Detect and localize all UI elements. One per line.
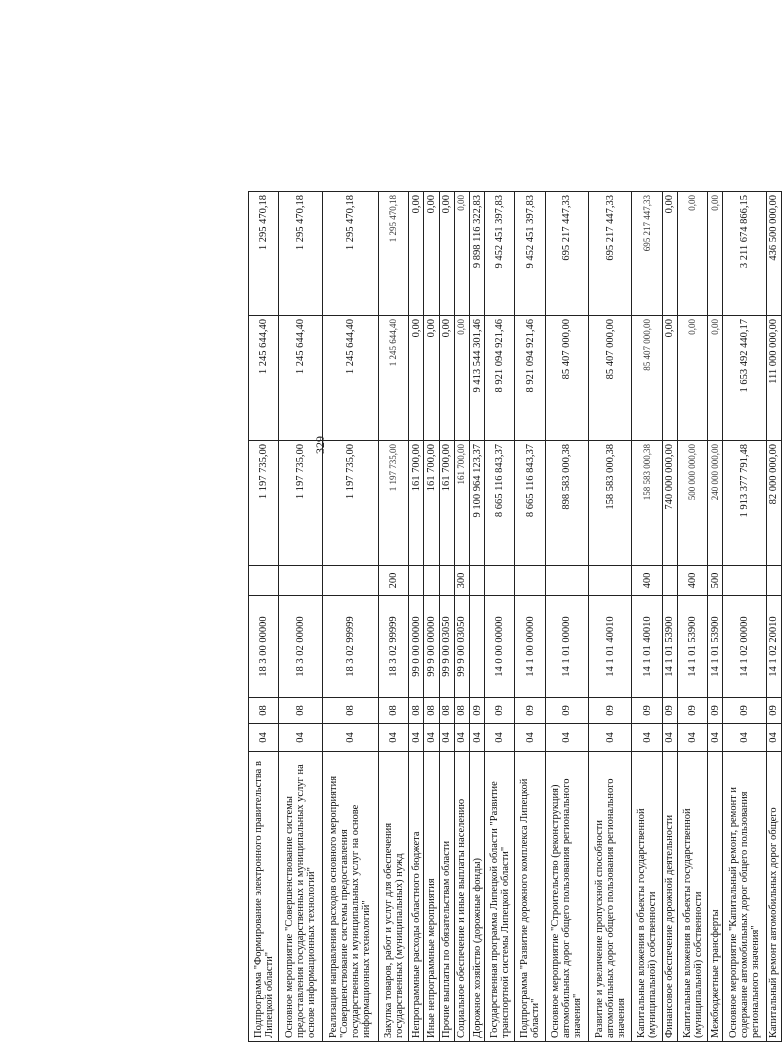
row-name-cell: Основное мероприятие "Капитальный ремонт, ремонт и содержание автомобильных дорог общего пользования регионального значения" xyxy=(723,752,766,1042)
row-sum-year-1-cell: 500 000 000,00 xyxy=(677,441,707,566)
row-target-article-cell: 14 1 01 00000 xyxy=(545,596,588,698)
table-row xyxy=(424,192,439,1042)
row-sum-year-1-cell: 1 197 735,00 xyxy=(279,441,322,566)
row-subsection-cell: 08 xyxy=(378,698,408,724)
row-name-cell: Основное мероприятие "Строительство (реконструкция) автомобильных дорог общего пользования регионального значения" xyxy=(545,752,588,1042)
row-section-cell: 04 xyxy=(485,724,515,752)
row-section-cell: 04 xyxy=(708,724,723,752)
row-section-cell: 04 xyxy=(424,724,439,752)
row-expense-type-cell: 200 xyxy=(378,566,408,596)
row-expense-type-cell: 500 xyxy=(708,566,723,596)
row-target-article-cell: 99 9 00 00000 xyxy=(424,596,439,698)
row-section-cell: 04 xyxy=(766,724,781,752)
row-name-cell: Финансовое обеспечение дорожной деятельности xyxy=(662,752,677,1042)
row-target-article-cell: 99 0 00 00000 xyxy=(409,596,424,698)
row-name-cell: Закупка товаров, работ и услуг для обеспечения государственных (муниципальных) нужд xyxy=(378,752,408,1042)
row-name-cell: Межбюджетные трансферты xyxy=(708,752,723,1042)
row-expense-type-cell xyxy=(279,566,322,596)
row-sum-year-3-cell: 0,00 xyxy=(677,192,707,316)
row-section-cell: 04 xyxy=(632,724,662,752)
row-target-article-cell: 99 9 00 03050 xyxy=(454,596,469,698)
row-name-cell: Прочие выплаты по обязательствам области xyxy=(439,752,454,1042)
table-row xyxy=(632,192,662,1042)
row-target-article-cell: 99 9 00 03050 xyxy=(439,596,454,698)
row-sum-year-2-cell: 0,00 xyxy=(662,316,677,441)
row-expense-type-cell xyxy=(485,566,515,596)
row-sum-year-1-cell: 8 665 116 843,37 xyxy=(485,441,515,566)
row-sum-year-3-cell: 9 452 451 397,83 xyxy=(485,192,515,316)
row-name-cell: Развитие и увеличение пропускной способности автомобильных дорог общего пользования регионального значения xyxy=(589,752,632,1042)
row-expense-type-cell xyxy=(424,566,439,596)
row-sum-year-3-cell: 0,00 xyxy=(454,192,469,316)
row-expense-type-cell xyxy=(469,566,484,596)
row-name-cell: Основное мероприятие "Совершенствование системы предоставления государственных и муниципальных услуг на основе информационных технологий" xyxy=(279,752,322,1042)
row-sum-year-3-cell: 0,00 xyxy=(708,192,723,316)
row-name-cell: Капитальные вложения в объекты государственной (муниципальной) собственности xyxy=(677,752,707,1042)
row-expense-type-cell xyxy=(662,566,677,596)
row-section-cell: 04 xyxy=(378,724,408,752)
row-expense-type-cell xyxy=(766,566,781,596)
table-row xyxy=(378,192,408,1042)
row-sum-year-1-cell: 1 197 735,00 xyxy=(322,441,378,566)
table-row xyxy=(589,192,632,1042)
row-sum-year-2-cell: 1 245 644,40 xyxy=(322,316,378,441)
row-sum-year-2-cell: 85 407 000,00 xyxy=(545,316,588,441)
row-sum-year-3-cell: 9 452 451 397,83 xyxy=(515,192,545,316)
row-section-cell: 04 xyxy=(469,724,484,752)
row-target-article-cell: 18 3 02 99999 xyxy=(378,596,408,698)
row-sum-year-1-cell: 82 000 000,00 xyxy=(766,441,781,566)
row-subsection-cell: 09 xyxy=(632,698,662,724)
row-subsection-cell: 08 xyxy=(249,698,279,724)
row-expense-type-cell xyxy=(723,566,766,596)
row-sum-year-3-cell: 0,00 xyxy=(662,192,677,316)
row-sum-year-3-cell: 3 211 674 866,15 xyxy=(723,192,766,316)
row-target-article-cell: 14 1 01 53900 xyxy=(677,596,707,698)
row-sum-year-2-cell: 85 407 000,00 xyxy=(632,316,662,441)
row-sum-year-3-cell: 0,00 xyxy=(439,192,454,316)
row-subsection-cell: 09 xyxy=(589,698,632,724)
row-sum-year-1-cell: 161 700,00 xyxy=(439,441,454,566)
row-name-cell: Социальное обеспечение и иные выплаты населению xyxy=(454,752,469,1042)
row-section-cell: 04 xyxy=(249,724,279,752)
row-expense-type-cell xyxy=(409,566,424,596)
row-subsection-cell: 08 xyxy=(322,698,378,724)
row-sum-year-3-cell: 695 217 447,33 xyxy=(632,192,662,316)
row-name-cell: Государственная программа Липецкой области "Развитие транспортной системы Липецкой области" xyxy=(485,752,515,1042)
row-subsection-cell: 09 xyxy=(545,698,588,724)
row-expense-type-cell xyxy=(439,566,454,596)
row-section-cell: 04 xyxy=(662,724,677,752)
row-sum-year-3-cell: 1 295 470,18 xyxy=(378,192,408,316)
row-target-article-cell: 14 0 00 00000 xyxy=(485,596,515,698)
row-subsection-cell: 09 xyxy=(469,698,484,724)
table-row xyxy=(249,192,279,1042)
row-name-cell: Дорожное хозяйство (дорожные фонды) xyxy=(469,752,484,1042)
row-sum-year-3-cell: 695 217 447,33 xyxy=(545,192,588,316)
row-sum-year-1-cell: 158 583 000,38 xyxy=(632,441,662,566)
row-section-cell: 04 xyxy=(454,724,469,752)
table-row xyxy=(723,192,766,1042)
row-subsection-cell: 09 xyxy=(677,698,707,724)
row-target-article-cell: 14 1 01 40010 xyxy=(632,596,662,698)
row-subsection-cell: 08 xyxy=(439,698,454,724)
table-row xyxy=(469,192,484,1042)
table-row xyxy=(322,192,378,1042)
row-name-cell: Реализация направления расходов основного мероприятия "Совершенствование системы предоставления государственных и муниципальных услуг на основе информационных технологий" xyxy=(322,752,378,1042)
row-sum-year-3-cell: 9 898 116 322,83 xyxy=(469,192,484,316)
row-section-cell: 04 xyxy=(723,724,766,752)
row-target-article-cell: 18 3 00 00000 xyxy=(249,596,279,698)
table-row xyxy=(677,192,707,1042)
budget-table-body xyxy=(249,192,782,1042)
row-target-article-cell: 14 1 02 20010 xyxy=(766,596,781,698)
row-name-cell: Подпрограмма "Формирование электронного правительства в Липецкой области" xyxy=(249,752,279,1042)
row-sum-year-1-cell: 8 665 116 843,37 xyxy=(515,441,545,566)
table-row xyxy=(409,192,424,1042)
row-sum-year-1-cell: 161 700,00 xyxy=(409,441,424,566)
row-sum-year-2-cell: 111 000 000,00 xyxy=(766,316,781,441)
row-expense-type-cell xyxy=(249,566,279,596)
row-section-cell: 04 xyxy=(545,724,588,752)
table-row xyxy=(515,192,545,1042)
row-sum-year-1-cell: 1 913 377 791,48 xyxy=(723,441,766,566)
table-row xyxy=(662,192,677,1042)
row-sum-year-1-cell: 740 000 000,00 xyxy=(662,441,677,566)
table-row xyxy=(708,192,723,1042)
row-sum-year-2-cell: 0,00 xyxy=(409,316,424,441)
row-subsection-cell: 08 xyxy=(279,698,322,724)
row-section-cell: 04 xyxy=(409,724,424,752)
row-section-cell: 04 xyxy=(677,724,707,752)
table-row xyxy=(766,192,781,1042)
row-sum-year-2-cell: 1 653 492 440,17 xyxy=(723,316,766,441)
row-subsection-cell: 08 xyxy=(424,698,439,724)
row-sum-year-2-cell: 0,00 xyxy=(708,316,723,441)
row-expense-type-cell xyxy=(515,566,545,596)
row-section-cell: 04 xyxy=(589,724,632,752)
row-sum-year-2-cell: 8 921 094 921,46 xyxy=(515,316,545,441)
row-sum-year-1-cell: 158 583 000,38 xyxy=(589,441,632,566)
row-expense-type-cell: 400 xyxy=(677,566,707,596)
row-section-cell: 04 xyxy=(439,724,454,752)
row-sum-year-2-cell: 0,00 xyxy=(439,316,454,441)
row-sum-year-3-cell: 0,00 xyxy=(409,192,424,316)
table-row xyxy=(439,192,454,1042)
row-name-cell: Подпрограмма "Развитие дорожного комплекса Липецкой области" xyxy=(515,752,545,1042)
row-target-article-cell: 18 3 02 99999 xyxy=(322,596,378,698)
row-sum-year-2-cell: 0,00 xyxy=(424,316,439,441)
table-row xyxy=(279,192,322,1042)
budget-table-sheet xyxy=(248,192,782,1042)
row-expense-type-cell: 400 xyxy=(632,566,662,596)
row-sum-year-1-cell: 161 700,00 xyxy=(424,441,439,566)
row-sum-year-3-cell: 436 500 000,00 xyxy=(766,192,781,316)
row-expense-type-cell xyxy=(322,566,378,596)
row-sum-year-1-cell: 161 700,00 xyxy=(454,441,469,566)
row-expense-type-cell xyxy=(589,566,632,596)
row-sum-year-1-cell: 1 197 735,00 xyxy=(378,441,408,566)
row-section-cell: 04 xyxy=(322,724,378,752)
row-sum-year-1-cell: 9 100 964 123,37 xyxy=(469,441,484,566)
row-sum-year-3-cell: 1 295 470,18 xyxy=(322,192,378,316)
row-subsection-cell: 08 xyxy=(409,698,424,724)
row-target-article-cell: 18 3 02 00000 xyxy=(279,596,322,698)
row-name-cell: Непрограммные расходы областного бюджета xyxy=(409,752,424,1042)
row-name-cell: Капитальные вложения в объекты государственной (муниципальной) собственности xyxy=(632,752,662,1042)
row-sum-year-2-cell: 85 407 000,00 xyxy=(589,316,632,441)
row-sum-year-2-cell: 1 245 644,40 xyxy=(249,316,279,441)
row-sum-year-3-cell: 1 295 470,18 xyxy=(249,192,279,316)
row-section-cell: 04 xyxy=(279,724,322,752)
row-target-article-cell: 14 1 01 53900 xyxy=(662,596,677,698)
row-target-article-cell: 14 1 00 00000 xyxy=(515,596,545,698)
row-subsection-cell: 09 xyxy=(485,698,515,724)
row-sum-year-3-cell: 0,00 xyxy=(424,192,439,316)
row-subsection-cell: 09 xyxy=(708,698,723,724)
row-expense-type-cell xyxy=(545,566,588,596)
row-target-article-cell: 14 1 01 40010 xyxy=(589,596,632,698)
row-sum-year-2-cell: 1 245 644,40 xyxy=(279,316,322,441)
row-subsection-cell: 09 xyxy=(766,698,781,724)
table-row xyxy=(454,192,469,1042)
row-subsection-cell: 08 xyxy=(454,698,469,724)
row-sum-year-1-cell: 1 197 735,00 xyxy=(249,441,279,566)
row-sum-year-1-cell: 240 000 000,00 xyxy=(708,441,723,566)
row-subsection-cell: 09 xyxy=(662,698,677,724)
page-number: 329 xyxy=(313,436,327,454)
row-subsection-cell: 09 xyxy=(723,698,766,724)
row-target-article-cell xyxy=(469,596,484,698)
row-sum-year-3-cell: 1 295 470,18 xyxy=(279,192,322,316)
row-sum-year-1-cell: 898 583 000,38 xyxy=(545,441,588,566)
row-expense-type-cell: 300 xyxy=(454,566,469,596)
row-sum-year-2-cell: 9 413 544 301,46 xyxy=(469,316,484,441)
row-sum-year-2-cell: 0,00 xyxy=(677,316,707,441)
row-target-article-cell: 14 1 02 00000 xyxy=(723,596,766,698)
row-subsection-cell: 09 xyxy=(515,698,545,724)
row-target-article-cell: 14 1 01 53900 xyxy=(708,596,723,698)
row-name-cell: Иные непрограммные мероприятия xyxy=(424,752,439,1042)
table-row xyxy=(545,192,588,1042)
row-sum-year-3-cell: 695 217 447,33 xyxy=(589,192,632,316)
table-row xyxy=(485,192,515,1042)
row-section-cell: 04 xyxy=(515,724,545,752)
row-sum-year-2-cell: 8 921 094 921,46 xyxy=(485,316,515,441)
row-sum-year-2-cell: 0,00 xyxy=(454,316,469,441)
row-name-cell: Капитальный ремонт автомобильных дорог общего xyxy=(766,752,781,1042)
row-sum-year-2-cell: 1 245 644,40 xyxy=(378,316,408,441)
budget-table xyxy=(248,191,782,1042)
